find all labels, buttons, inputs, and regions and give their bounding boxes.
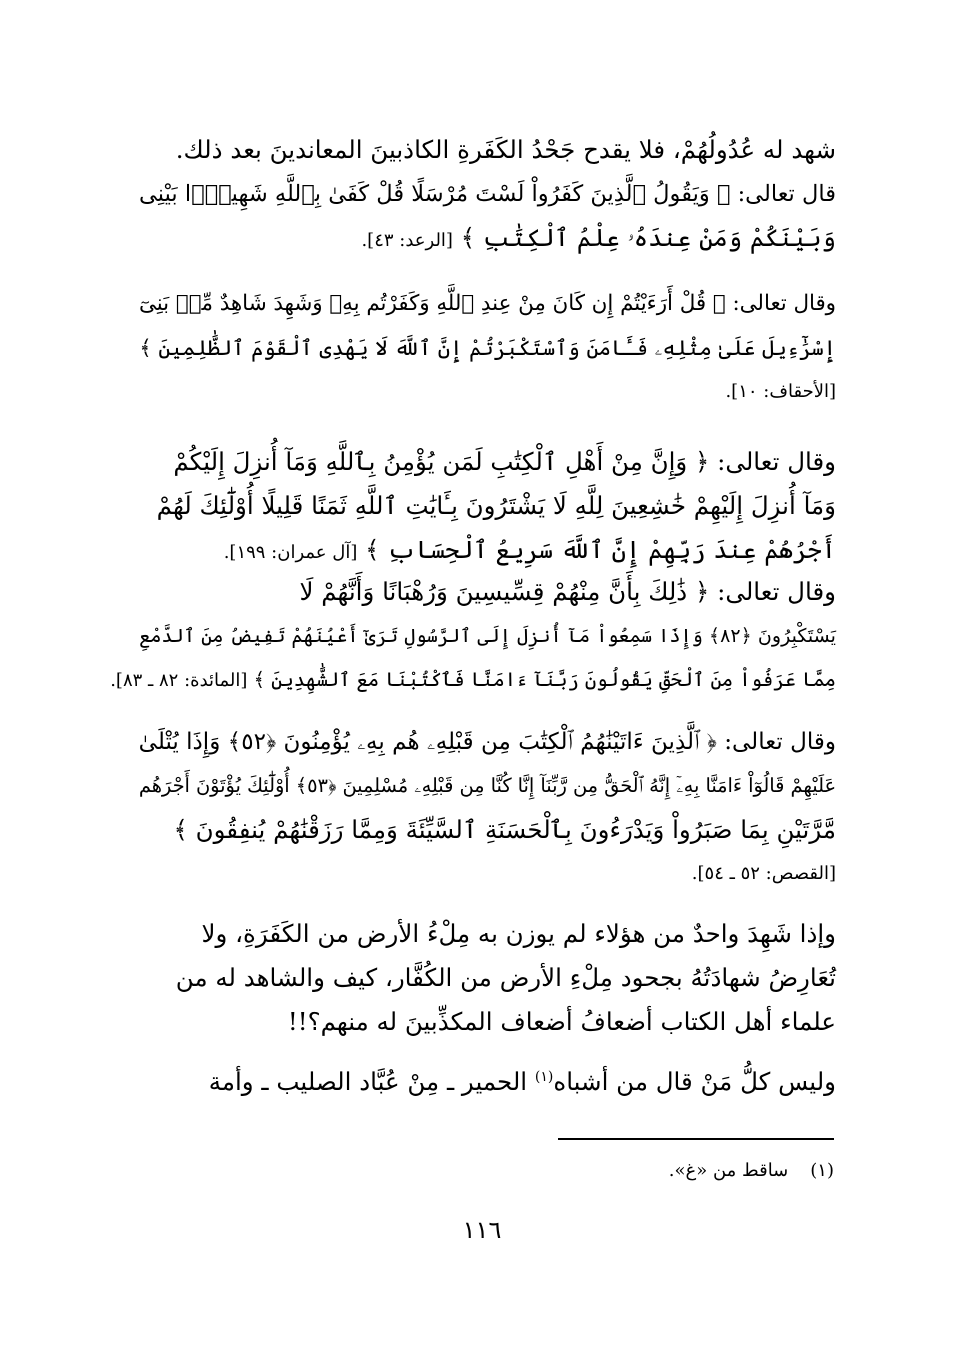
quran-verse-line: وقال تعالى: ﴿ وَإِنَّ مِنْ أَهْلِ ٱلْكِتَٰبِ لَمَن يُؤْمِنُ بِٱللَّهِ وَمَآ أُنزِلَ إِلَيْكُمْ <box>173 447 836 476</box>
quran-verse-line: يَسْتَكْبِرُونَ ﴿٨٢﴾ وَإِذَا سَمِعُواْ مَآ أُنزِلَ إِلَى ٱلرَّسُولِ تَرَىٰٓ أَعْيُنَهُمْ تَفِيضُ مِنَ ٱلدَّمْعِ <box>139 624 836 647</box>
paragraph-7 <box>128 1060 836 1104</box>
quran-verse-line: وَمَآ أُنزِلَ إِلَيْهِمْ خَٰشِعِينَ لِلَّهِ لَا يَشْتَرُونَ بِـَٔايَٰتِ ٱللَّهِ ثَمَنًا قَلِيلًا أُوْلَٰٓئِكَ لَهُمْ <box>156 491 836 520</box>
quran-verse-line: مَّرَّتَيْنِ بِمَا صَبَرُواْ وَيَدْرَءُونَ بِٱلْحَسَنَةِ ٱلسَّيِّئَةَ وَمِمَّا رَزَقْنَٰهُمْ يُنفِقُونَ ﴾ <box>173 815 836 844</box>
quran-verse-text: أَجْرُهُمْ عِندَ رَبِّهِمْ إِنَّ ٱللَّهَ سَرِيعُ ٱلْحِسَابِ ﴾ <box>365 535 836 564</box>
verse-citation: [الأحقاف: ١٠]. <box>725 381 836 402</box>
quran-verse-line: عَلَيْهِمْ قَالُوٓاْ ءَامَنَّا بِهِۦٓ إِنَّهُ ٱلْحَقُّ مِن رَّبِّنَآ إِنَّا كُنَّا مِن قَبْلِهِۦ مُسْلِمِينَ ﴿٥٣﴾ أُوْلَٰٓئِكَ يُؤْتَوْنَ أَجْرَهُم <box>138 774 836 797</box>
paragraph-2 <box>128 282 836 414</box>
text-segment: وليس كلُّ مَنْ قال من أشباه <box>553 1067 836 1096</box>
text-line: تُعَارِضُ شهادَتُهُ بجحود مِلْءِ الأرض من الكُفَّار، كيف والشاهد له من <box>175 963 836 992</box>
verse-citation: [المائدة: ٨٢ ـ ٨٣]. <box>110 670 248 691</box>
paragraph-6 <box>128 912 836 1044</box>
quran-verse-line <box>128 216 836 263</box>
text-line: شهد له عُدُولُهُمْ، فلا يقدح جَحْدُ الكَفَرةِ الكاذبينَ المعاندينَ بعد ذلك. <box>175 135 836 164</box>
quran-verse-line: قال تعالى: ﴿ وَيَقُولُ ٱلَّذِينَ كَفَرُواْ لَسْتَ مُرْسَلًا قُلْ كَفَىٰ بِٱللَّهِ شَهِيدًۢا بَيْنِى <box>139 181 836 207</box>
text-line: علماء أهل الكتاب أضعافُ أضعاف المكذِّبينَ له منهم؟!! <box>287 1007 836 1036</box>
quran-verse-line: وقال تعالى: ﴿ قُلْ أَرَءَيْتُمْ إِن كَانَ مِنْ عِندِ ٱللَّهِ وَكَفَرْتُم بِهِۦ وَشَهِدَ شَاهِدٌ مِّنۢ بَنِىٓ <box>138 291 836 316</box>
quran-verse-line: إِسْرَٰٓءِيلَ عَلَىٰ مِثْلِهِۦ فَـَٔامَنَ وَٱسْتَكْبَرْتُمْ إِنَّ ٱللَّهَ لَا يَهْدِى ٱلْقَوْمَ ٱلظَّٰلِمِينَ ﴾ <box>139 335 836 360</box>
footnote <box>669 1158 834 1184</box>
quran-verse-line: وقال تعالى: ﴿ ذَٰلِكَ بِأَنَّ مِنْهُمْ قِسِّيسِينَ وَرُهْبَانًا وَأَنَّهُمْ لَا <box>299 577 836 606</box>
paragraph-5 <box>128 720 836 896</box>
paragraph-3 <box>128 440 836 575</box>
text-segment: الحمير ـ مِنْ عُبَّاد الصليب ـ وأمة <box>208 1067 535 1096</box>
footnote-separator <box>558 1138 834 1140</box>
page-number: ١١٦ <box>462 1216 502 1244</box>
verse-citation: [آل عمران: ١٩٩]. <box>223 542 358 563</box>
footnote-number: (١) <box>810 1160 834 1181</box>
quran-verse-line: وقال تعالى: ﴿ ٱلَّذِينَ ءَاتَيْنَٰهُمُ ٱلْكِتَٰبَ مِن قَبْلِهِۦ هُم بِهِۦ يُؤْمِنُونَ ﴿٥٢﴾ وَإِذَا يُتْلَىٰ <box>138 729 836 755</box>
quran-verse-line <box>128 528 836 575</box>
quran-verse-line <box>110 658 836 703</box>
text-line: وإذا شَهِدَ واحدٌ من هؤلاء لم يوزن به مِلْءُ الأرض من الكَفَرَةِ، ولا <box>201 919 836 948</box>
footnote-reference: (١) <box>534 1068 554 1085</box>
verse-citation: [القصص: ٥٢ ـ ٥٤]. <box>691 863 836 884</box>
paragraph-4 <box>110 570 836 703</box>
paragraph-1 <box>128 128 836 263</box>
footnote-text: ساقط من «غ». <box>668 1160 789 1181</box>
verse-citation: [الرعد: ٤٣]. <box>361 230 453 251</box>
text-line <box>128 1060 836 1104</box>
quran-verse-text: مِمَّا عَرَفُواْ مِنَ ٱلْحَقِّ يَقُولُونَ رَبَّنَآ ءَامَنَّا فَٱكْتُبْنَا مَعَ ٱلشَّٰهِدِينَ ﴾ <box>253 668 836 691</box>
quran-verse-text: وَبَيْنَكُمْ وَمَنْ عِندَهُۥ عِلْمُ ٱلْكِتَٰبِ ﴾ <box>460 223 836 252</box>
